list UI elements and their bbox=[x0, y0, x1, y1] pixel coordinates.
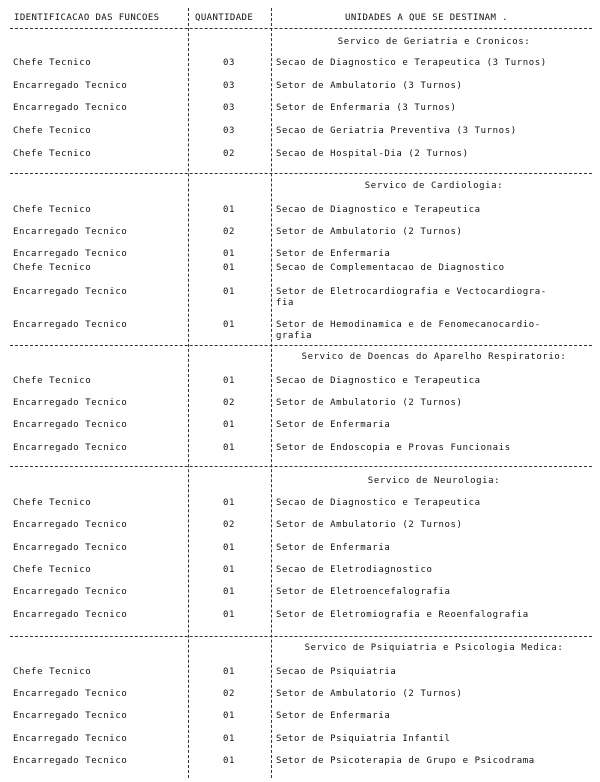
quantity-cell: 01 bbox=[223, 734, 236, 744]
function-cell: Chefe Tecnico bbox=[13, 149, 92, 159]
function-cell: Chefe Tecnico bbox=[13, 58, 92, 68]
function-cell: Encarregado Tecnico bbox=[13, 249, 128, 259]
quantity-cell: 01 bbox=[223, 667, 236, 677]
quantity-cell: 02 bbox=[223, 398, 236, 408]
function-cell: Encarregado Tecnico bbox=[13, 81, 128, 91]
quantity-cell: 01 bbox=[223, 610, 236, 620]
unit-cell: Setor de Psiquiatria Infantil bbox=[276, 734, 451, 744]
quantity-cell: 02 bbox=[223, 227, 236, 237]
function-cell: Chefe Tecnico bbox=[13, 126, 92, 136]
function-cell: Encarregado Tecnico bbox=[13, 398, 128, 408]
function-cell: Encarregado Tecnico bbox=[13, 711, 128, 721]
quantity-cell: 01 bbox=[223, 376, 236, 386]
quantity-cell: 01 bbox=[223, 249, 236, 259]
unit-cell: Setor de Enfermaria bbox=[276, 420, 391, 430]
quantity-cell: 01 bbox=[223, 498, 236, 508]
column-divider bbox=[188, 8, 189, 778]
function-cell: Encarregado Tecnico bbox=[13, 420, 128, 430]
column-divider bbox=[271, 8, 272, 778]
quantity-cell: 01 bbox=[223, 711, 236, 721]
unit-cell: Setor de Enfermaria bbox=[276, 543, 391, 553]
function-cell: Chefe Tecnico bbox=[13, 376, 92, 386]
section-title: Servico de Geriatria e Cronicos: bbox=[337, 37, 531, 47]
quantity-cell: 01 bbox=[223, 587, 236, 597]
quantity-cell: 02 bbox=[223, 520, 236, 530]
function-cell: Chefe Tecnico bbox=[13, 498, 92, 508]
function-cell: Encarregado Tecnico bbox=[13, 287, 128, 297]
unit-cell: Setor de Eletrocardiografia e Vectocardiogra- bbox=[276, 287, 547, 297]
section-title: Servico de Doencas do Aparelho Respiratorio: bbox=[301, 352, 567, 362]
function-cell: Encarregado Tecnico bbox=[13, 443, 128, 453]
unit-cell: Secao de Geriatria Preventiva (3 Turnos) bbox=[276, 126, 517, 136]
function-cell: Encarregado Tecnico bbox=[13, 610, 128, 620]
function-cell: Encarregado Tecnico bbox=[13, 689, 128, 699]
section-divider bbox=[10, 466, 592, 467]
unit-cell: Setor de Ambulatorio (2 Turnos) bbox=[276, 520, 463, 530]
section-divider bbox=[10, 345, 592, 346]
unit-cell: Secao de Psiquiatria bbox=[276, 667, 397, 677]
quantity-cell: 01 bbox=[223, 443, 236, 453]
quantity-cell: 01 bbox=[223, 205, 236, 215]
unit-cell: Setor de Enfermaria bbox=[276, 711, 391, 721]
unit-cell: Secao de Diagnostico e Terapeutica (3 Turnos) bbox=[276, 58, 547, 68]
section-divider bbox=[10, 173, 592, 174]
quantity-cell: 01 bbox=[223, 756, 236, 766]
quantity-cell: 03 bbox=[223, 103, 236, 113]
quantity-cell: 02 bbox=[223, 149, 236, 159]
function-cell: Encarregado Tecnico bbox=[13, 320, 128, 330]
unit-cell: Setor de Endoscopia e Provas Funcionais bbox=[276, 443, 511, 453]
unit-cell: Secao de Diagnostico e Terapeutica bbox=[276, 205, 481, 215]
unit-cell: Secao de Eletrodiagnostico bbox=[276, 565, 433, 575]
unit-cell: grafia bbox=[276, 331, 313, 341]
function-cell: Encarregado Tecnico bbox=[13, 103, 128, 113]
unit-cell: fia bbox=[276, 298, 295, 308]
quantity-cell: 03 bbox=[223, 58, 236, 68]
function-cell: Encarregado Tecnico bbox=[13, 520, 128, 530]
function-cell: Chefe Tecnico bbox=[13, 263, 92, 273]
quantity-cell: 03 bbox=[223, 81, 236, 91]
unit-cell: Setor de Enfermaria bbox=[276, 249, 391, 259]
section-title: Servico de Cardiologia: bbox=[364, 181, 504, 191]
quantity-cell: 01 bbox=[223, 263, 236, 273]
unit-cell: Setor de Ambulatorio (2 Turnos) bbox=[276, 398, 463, 408]
unit-cell: Setor de Hemodinamica e de Fenomecanocardio- bbox=[276, 320, 541, 330]
quantity-cell: 01 bbox=[223, 565, 236, 575]
unit-cell: Secao de Hospital-Dia (2 Turnos) bbox=[276, 149, 469, 159]
quantity-cell: 01 bbox=[223, 287, 236, 297]
header-functions: IDENTIFICACAO DAS FUNCOES bbox=[14, 13, 160, 23]
section-title: Servico de Neurologia: bbox=[367, 476, 501, 486]
function-cell: Encarregado Tecnico bbox=[13, 587, 128, 597]
header-quantity: QUANTIDADE bbox=[195, 13, 254, 23]
section-title: Servico de Psiquiatria e Psicologia Medica: bbox=[304, 643, 564, 653]
quantity-cell: 01 bbox=[223, 320, 236, 330]
unit-cell: Secao de Complementacao de Diagnostico bbox=[276, 263, 505, 273]
unit-cell: Secao de Diagnostico e Terapeutica bbox=[276, 376, 481, 386]
function-cell: Encarregado Tecnico bbox=[13, 227, 128, 237]
header-divider bbox=[10, 28, 592, 29]
unit-cell: Setor de Enfermaria (3 Turnos) bbox=[276, 103, 457, 113]
function-cell: Encarregado Tecnico bbox=[13, 543, 128, 553]
quantity-cell: 02 bbox=[223, 689, 236, 699]
unit-cell: Setor de Psicoterapia de Grupo e Psicodrama bbox=[276, 756, 535, 766]
quantity-cell: 01 bbox=[223, 420, 236, 430]
unit-cell: Setor de Eletroencefalografia bbox=[276, 587, 451, 597]
unit-cell: Secao de Diagnostico e Terapeutica bbox=[276, 498, 481, 508]
function-cell: Chefe Tecnico bbox=[13, 667, 92, 677]
unit-cell: Setor de Eletromiografia e Reoenfalografia bbox=[276, 610, 529, 620]
unit-cell: Setor de Ambulatorio (3 Turnos) bbox=[276, 81, 463, 91]
function-cell: Chefe Tecnico bbox=[13, 565, 92, 575]
quantity-cell: 01 bbox=[223, 543, 236, 553]
unit-cell: Setor de Ambulatorio (2 Turnos) bbox=[276, 689, 463, 699]
header-units: UNIDADES A QUE SE DESTINAM . bbox=[345, 13, 508, 23]
function-cell: Encarregado Tecnico bbox=[13, 734, 128, 744]
unit-cell: Setor de Ambulatorio (2 Turnos) bbox=[276, 227, 463, 237]
quantity-cell: 03 bbox=[223, 126, 236, 136]
section-divider bbox=[10, 636, 592, 637]
function-cell: Chefe Tecnico bbox=[13, 205, 92, 215]
function-cell: Encarregado Tecnico bbox=[13, 756, 128, 766]
